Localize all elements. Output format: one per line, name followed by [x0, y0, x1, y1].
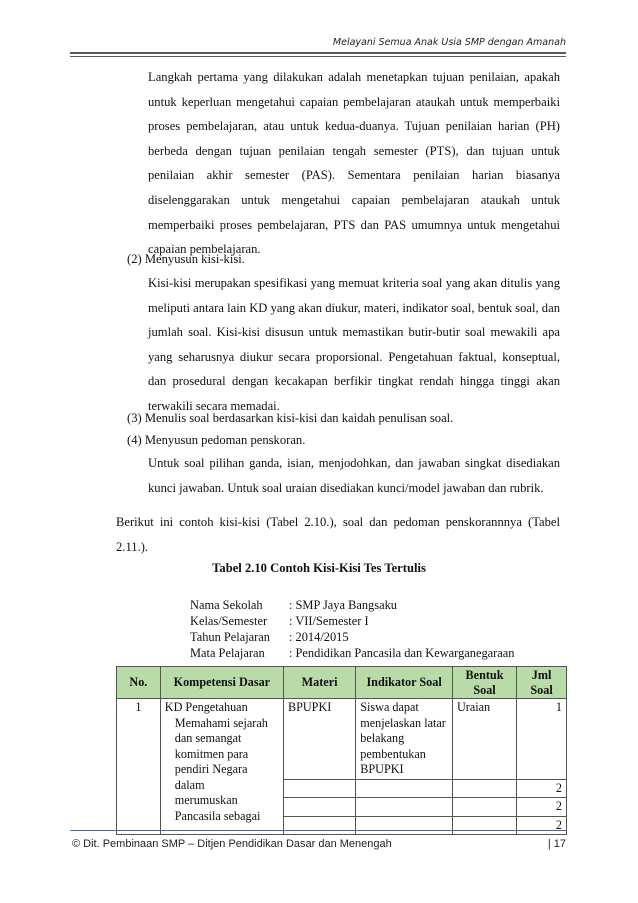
header-rule-thick [70, 52, 566, 54]
page-number: | 17 [547, 838, 566, 850]
list-item-4: (4) Menyusun pedoman penskoran. [127, 433, 306, 447]
cell-indikator [356, 798, 453, 817]
meta-label: Mata Pelajaran [190, 646, 265, 660]
header-rule-thin [70, 56, 566, 57]
kd-line: merumuskan [174, 793, 238, 807]
kd-line: Pancasila sebagai [174, 808, 261, 823]
cell-indikator: Siswa dapat menjelaskan latar belakang pembentukan BPUPKI [356, 699, 453, 780]
cell-materi: BPUPKI [283, 699, 355, 780]
kd-line: komitmen para [174, 746, 249, 761]
header-kompetensi-dasar: Kompetensi Dasar [160, 667, 283, 699]
meta-value: : VII/Semester I [289, 614, 369, 628]
meta-row [190, 645, 514, 661]
running-header: Melayani Semua Anak Usia SMP dengan Amanah [332, 37, 566, 48]
kisi-kisi-table [116, 666, 567, 835]
kd-line: dalam [174, 777, 205, 792]
paragraph-kisi-kisi: Kisi-kisi merupakan spesifikasi yang memuat kriteria soal yang akan ditulis yang meliputi antara lain KD yang akan diukur, materi, indikator soal, bentuk soal, dan jumlah soal. Kisi-kisi disusun untuk memastikan butir-butir soal mewakili apa yang seharusnya diukur secara proporsional. Pengetahuan faktual, konseptual, dan prosedural dengan kecakapan berfikir tingkat rendah hingga tinggi akan terwakili secara memadai. [148, 276, 560, 413]
meta-value: : Pendidikan Pancasila dan Kewarganegaraan [289, 646, 515, 660]
header-jml-soal: Jml Soal [517, 667, 567, 699]
paragraph-pedoman: Untuk soal pilihan ganda, isian, menjodohkan, dan jawaban singkat disediakan kunci jawaban. Untuk soal uraian disediakan kunci/model jawaban dan rubrik. [148, 456, 560, 495]
cell-jml: 2 [517, 779, 567, 798]
meta-label: Kelas/Semester [190, 614, 268, 628]
meta-row [190, 597, 514, 613]
table-row [117, 699, 567, 780]
table-caption: Tabel 2.10 Contoh Kisi-Kisi Tes Tertulis [212, 561, 426, 575]
cell-kompetensi-dasar [160, 699, 283, 835]
cell-bentuk [452, 779, 516, 798]
table-header-row [117, 667, 567, 699]
header-bentuk-soal: Bentuk Soal [452, 667, 516, 699]
footer-copyright: © Dit. Pembinaan SMP – Ditjen Pendidikan Dasar dan Menengah [72, 838, 392, 850]
cell-bentuk [452, 816, 516, 835]
paragraph-contoh: Berikut ini contoh kisi-kisi (Tabel 2.10.), soal dan pedoman penskorannnya (Tabel 2.11.). [116, 515, 560, 554]
footer-rule [70, 830, 566, 831]
list-item-3: (3) Menulis soal berdasarkan kisi-kisi dan kaidah penulisan soal. [127, 411, 454, 425]
cell-indikator [356, 816, 453, 835]
header-materi: Materi [283, 667, 355, 699]
cell-jml: 2 [517, 798, 567, 817]
cell-bentuk [452, 798, 516, 817]
header-no: No. [117, 667, 161, 699]
kd-line: dan semangat [174, 731, 242, 745]
cell-materi [283, 816, 355, 835]
cell-jml: 1 [517, 699, 567, 780]
meta-label: Tahun Pelajaran [190, 630, 270, 644]
cell-materi [283, 798, 355, 817]
paragraph-tujuan-penilaian: Langkah pertama yang dilakukan adalah menetapkan tujuan penilaian, apakah untuk keperluan mengetahui capaian pembelajaran ataukah untuk memperbaiki proses pembelajaran, atau untuk kedua-duanya. Tujuan penilaian harian (PH) berbeda dengan tujuan penilaian tengah semester (PTS), dan tujuan untuk penilaian akhir semester (PAS). Sementara penilaian harian biasanya diselenggarakan untuk mengetahui capaian pembelajaran ataukah untuk memperbaiki proses pembelajaran, PTS dan PAS umumnya untuk mengetahui capaian pembelajaran. [148, 70, 560, 257]
meta-value: : SMP Jaya Bangsaku [289, 598, 397, 612]
meta-label: Nama Sekolah [190, 598, 263, 612]
meta-row [190, 629, 514, 645]
kd-line: pendiri Negara [174, 762, 248, 776]
cell-jml: 2 [517, 816, 567, 835]
list-item-2: (2) Menyusun kisi-kisi. [127, 252, 245, 266]
cell-no: 1 [117, 699, 161, 835]
header-indikator-soal: Indikator Soal [356, 667, 453, 699]
meta-row [190, 613, 514, 629]
cell-bentuk: Uraian [452, 699, 516, 780]
cell-indikator [356, 779, 453, 798]
cell-materi [283, 779, 355, 798]
kd-title: KD Pengetahuan [164, 700, 248, 714]
school-meta [190, 597, 514, 661]
kd-line: Memahami sejarah [174, 715, 268, 730]
meta-value: : 2014/2015 [289, 630, 349, 644]
